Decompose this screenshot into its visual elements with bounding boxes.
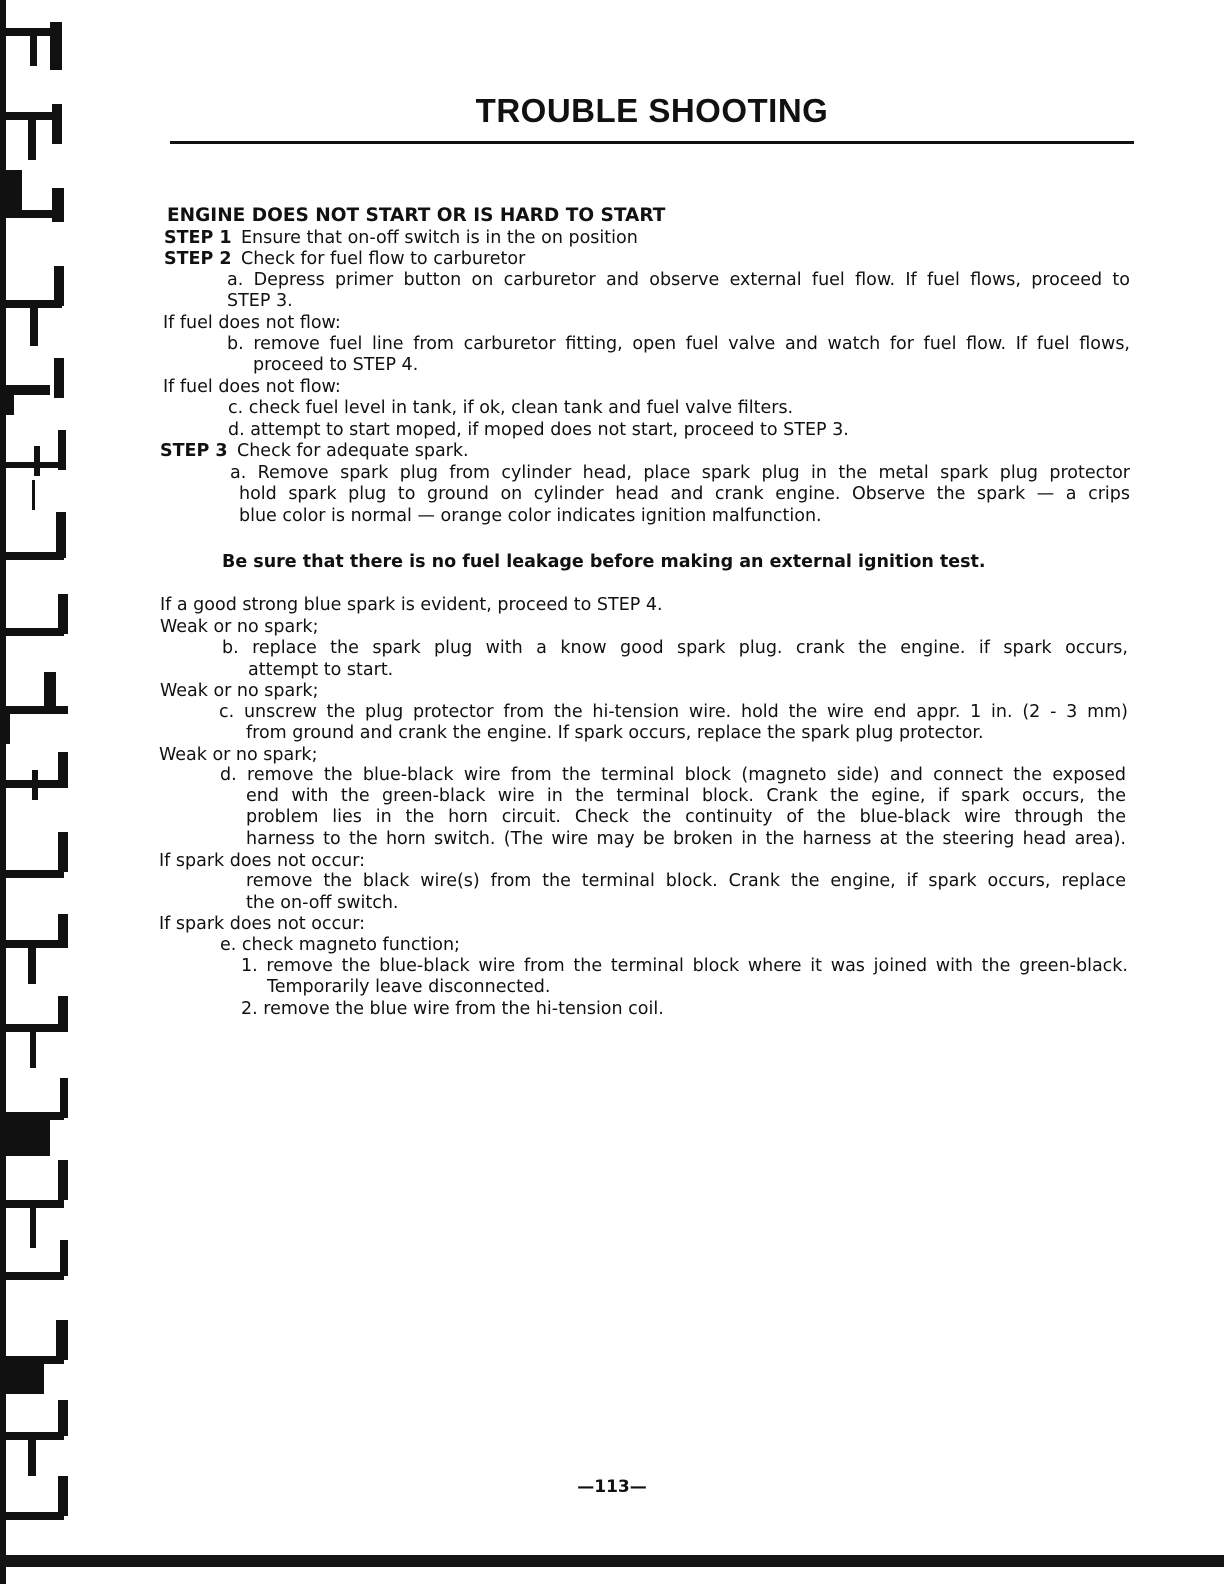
page-title: TROUBLE SHOOTING: [475, 92, 829, 129]
text-line: Check for adequate spark.: [237, 441, 469, 461]
text-line: STEP 3.: [227, 291, 293, 311]
text-line: a. Depress primer button on carburetor and observe external fuel flow. If fuel flows, proceed to: [227, 270, 1130, 290]
text-line: the on-off switch.: [246, 893, 399, 913]
text-line: Check for fuel flow to carburetor: [241, 249, 526, 269]
text-line: If spark does not occur:: [159, 851, 366, 871]
text-line: d. attempt to start moped, if moped does not start, proceed to STEP 3.: [228, 420, 849, 440]
text-line: problem lies in the horn circuit. Check the continuity of the blue-black wire through the: [246, 807, 1126, 827]
text-line: a. Remove spark plug from cylinder head, place spark plug in the metal spark plug protector: [230, 463, 1130, 483]
text-line: 2. remove the blue wire from the hi-tension coil.: [241, 999, 664, 1019]
text-line: d. remove the blue-black wire from the terminal block (magneto side) and connect the exposed: [220, 765, 1126, 785]
text-line: c. unscrew the plug protector from the hi-tension wire. hold the wire end appr. 1 in. (2 - 3 mm): [219, 702, 1128, 722]
step-label: STEP 1: [164, 228, 232, 248]
text-line: If fuel does not flow:: [163, 377, 341, 397]
text-line: proceed to STEP 4.: [253, 355, 419, 375]
text-line: If a good strong blue spark is evident, proceed to STEP 4.: [160, 595, 663, 615]
text-line: Temporarily leave disconnected.: [267, 977, 551, 997]
warning-note: Be sure that there is no fuel leakage before making an external ignition test.: [222, 552, 986, 572]
section-heading: ENGINE DOES NOT START OR IS HARD TO START: [167, 205, 666, 226]
text-line: c. check fuel level in tank, if ok, clean tank and fuel valve filters.: [228, 398, 794, 418]
text-line: If fuel does not flow:: [163, 313, 341, 333]
text-line: from ground and crank the engine. If spark occurs, replace the spark plug protector.: [246, 723, 984, 743]
text-line: end with the green-black wire in the terminal block. Crank the egine, if spark occurs, the: [246, 786, 1126, 806]
text-line: e. check magneto function;: [220, 935, 460, 955]
text-line: harness to the horn switch. (The wire may be broken in the harness at the steering head area).: [246, 829, 1126, 849]
text-line: Ensure that on-off switch is in the on position: [241, 228, 638, 248]
step-label: STEP 3: [160, 441, 228, 461]
text-line: b. remove fuel line from carburetor fitting, open fuel valve and watch for fuel flow. If fuel flows,: [227, 334, 1130, 354]
text-line: Weak or no spark;: [160, 681, 319, 701]
text-line: If spark does not occur:: [159, 914, 366, 934]
text-line: 1. remove the blue-black wire from the terminal block where it was joined with the green-black.: [241, 956, 1128, 976]
step-label: STEP 2: [164, 249, 232, 269]
bottom-border: [0, 1555, 1224, 1567]
page-number: —113—: [577, 1477, 647, 1497]
text-line: remove the black wire(s) from the terminal block. Crank the engine, if spark occurs, replace: [246, 871, 1126, 891]
text-line: Weak or no spark;: [159, 745, 318, 765]
text-line: b. replace the spark plug with a know good spark plug. crank the engine. if spark occurs,: [222, 638, 1128, 658]
text-line: attempt to start.: [248, 660, 394, 680]
text-line: Weak or no spark;: [160, 617, 319, 637]
text-line: blue color is normal — orange color indicates ignition malfunction.: [239, 506, 822, 526]
text-line: hold spark plug to ground on cylinder head and crank engine. Observe the spark — a crips: [239, 484, 1130, 504]
